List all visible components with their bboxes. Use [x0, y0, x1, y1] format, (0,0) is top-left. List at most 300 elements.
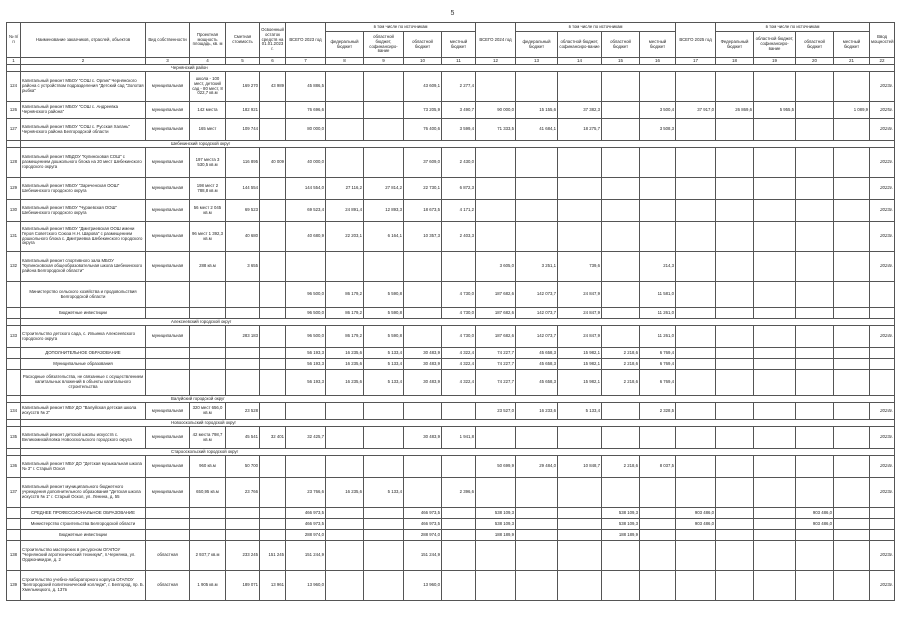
table-cell: 650,95 кв.м: [190, 478, 226, 508]
table-cell: 76 400,6: [404, 119, 442, 141]
table-cell: 109 744: [226, 119, 260, 141]
table-cell: 4 730,0: [442, 326, 476, 348]
table-cell: [226, 519, 260, 530]
commissioning-year-cell: 2023г.: [870, 541, 895, 571]
subtotal-row: [7, 308, 895, 319]
table-cell: 466 973,5: [286, 508, 326, 519]
table-cell: 96 мест 1 392,3 кв.м: [190, 222, 226, 252]
table-cell: 903 486,0: [796, 519, 834, 530]
table-cell: 56 мест 2 045 кв.м: [190, 200, 226, 222]
table-cell: 15 155,6: [516, 102, 558, 119]
table-cell: 126: [7, 102, 21, 119]
table-cell: [602, 119, 640, 141]
column-number: 12: [476, 58, 516, 65]
table-cell: [190, 348, 226, 359]
table-cell: [226, 308, 260, 319]
table-cell: [190, 370, 226, 396]
table-cell: [442, 530, 476, 541]
commissioning-year-cell: 2022г.: [870, 148, 895, 178]
table-cell: 5 133,4: [364, 359, 404, 370]
table-cell: [516, 519, 558, 530]
commissioning-year-cell: 2024г.: [870, 403, 895, 420]
table-cell: 132: [7, 252, 21, 282]
table-cell: [834, 403, 870, 420]
table-cell: [834, 456, 870, 478]
table-cell: 29 484,0: [516, 456, 558, 478]
table-cell: [754, 456, 796, 478]
table-cell: [226, 348, 260, 359]
table-cell: 5 133,4: [558, 403, 602, 420]
section-title: Валуйский городской округ: [21, 396, 895, 403]
table-cell: [558, 530, 602, 541]
table-cell: [558, 222, 602, 252]
table-cell: 45 886,5: [286, 72, 326, 102]
table-cell: [716, 478, 754, 508]
table-cell: [602, 541, 640, 571]
table-cell: [7, 308, 21, 319]
table-cell: [796, 427, 834, 449]
object-name-cell: ДОПОЛНИТЕЛЬНОЕ ОБРАЗОВАНИЕ: [21, 348, 146, 359]
table-cell: [602, 222, 640, 252]
table-cell: 538 109,3: [602, 519, 640, 530]
table-cell: 5 133,4: [364, 478, 404, 508]
table-cell: 3 490,7: [442, 102, 476, 119]
table-cell: [796, 403, 834, 420]
table-cell: [834, 72, 870, 102]
table-cell: [364, 456, 404, 478]
table-cell: 169 270: [226, 72, 260, 102]
column-number: 5: [226, 58, 260, 65]
table-cell: 11 581,0: [640, 282, 676, 308]
table-cell: [834, 119, 870, 141]
table-row: [7, 72, 895, 102]
section-row: [7, 319, 895, 326]
table-cell: [796, 308, 834, 319]
table-cell: [676, 541, 716, 571]
table-cell: 30 483,9: [404, 348, 442, 359]
table-cell: 13 961: [260, 571, 286, 601]
table-cell: [676, 403, 716, 420]
table-cell: [226, 370, 260, 396]
table-cell: 41 684,1: [516, 119, 558, 141]
table-cell: [602, 427, 640, 449]
table-cell: 8 037,5: [640, 456, 676, 478]
table-cell: [476, 427, 516, 449]
table-cell: [190, 530, 226, 541]
table-cell: 32 425,7: [286, 427, 326, 449]
table-cell: [602, 252, 640, 282]
table-cell: 2 218,6: [602, 359, 640, 370]
table-row: [7, 148, 895, 178]
table-cell: 2 218,6: [602, 348, 640, 359]
subtotal-row: [7, 508, 895, 519]
table-cell: 73 205,9: [404, 102, 442, 119]
table-cell: [640, 519, 676, 530]
table-cell: 24 891,4: [326, 200, 364, 222]
table-cell: [476, 72, 516, 102]
table-cell: [7, 370, 21, 396]
table-cell: [476, 178, 516, 200]
table-cell: [676, 222, 716, 252]
table-cell: 198 мест 2 788,8 кв.м: [190, 178, 226, 200]
table-cell: 15 982,1: [558, 348, 602, 359]
table-cell: [476, 222, 516, 252]
table-cell: 13 960,0: [404, 571, 442, 601]
table-cell: [364, 403, 404, 420]
table-cell: [640, 222, 676, 252]
table-cell: муниципальная: [146, 427, 190, 449]
subtotal-row: [7, 359, 895, 370]
table-cell: [796, 571, 834, 601]
table-cell: [286, 252, 326, 282]
table-cell: 13 960,0: [286, 571, 326, 601]
table-cell: 24 847,9: [558, 308, 602, 319]
commissioning-year-cell: 2024г.: [870, 456, 895, 478]
table-cell: [754, 252, 796, 282]
table-cell: 56 193,3: [286, 359, 326, 370]
table-cell: [7, 530, 21, 541]
table-cell: [754, 370, 796, 396]
table-cell: 214,3: [640, 252, 676, 282]
table-cell: 142 073,7: [516, 308, 558, 319]
table-cell: 24 847,9: [558, 282, 602, 308]
table-cell: 15 982,1: [558, 370, 602, 396]
object-name-cell: Капитальный ремонт МБОУ "СОШ с. Русская Халань" Чернянского района Белгородской области: [21, 119, 146, 141]
table-cell: [7, 359, 21, 370]
table-cell: 903 486,0: [796, 508, 834, 519]
table-cell: 18 275,7: [558, 119, 602, 141]
table-cell: 960 кв.м: [190, 456, 226, 478]
column-number: 10: [404, 58, 442, 65]
table-cell: 2 396,6: [442, 478, 476, 508]
table-cell: 1 905 кв.м: [190, 571, 226, 601]
header-cell: федеральный бюджет: [326, 32, 364, 58]
table-cell: [404, 282, 442, 308]
table-cell: муниципальная: [146, 222, 190, 252]
table-cell: 538 109,3: [476, 519, 516, 530]
table-cell: 22 203,1: [326, 222, 364, 252]
table-cell: [558, 571, 602, 601]
table-cell: [796, 326, 834, 348]
header-cell: Федеральный бюджет: [716, 32, 754, 58]
header-cell: областной бюджет, софинансиро-вание: [558, 32, 602, 58]
table-cell: 50 700: [226, 456, 260, 478]
commissioning-year-cell: 2023г.: [870, 478, 895, 508]
table-cell: 27 116,2: [326, 178, 364, 200]
table-cell: [640, 571, 676, 601]
table-cell: [602, 308, 640, 319]
table-cell: 142 места: [190, 102, 226, 119]
table-cell: [754, 72, 796, 102]
table-cell: [404, 478, 442, 508]
table-cell: [676, 478, 716, 508]
section-title: Шебекинский городской округ: [21, 141, 895, 148]
table-cell: 96 500,0: [286, 326, 326, 348]
table-cell: [754, 148, 796, 178]
table-cell: 135: [7, 427, 21, 449]
column-number: 16: [640, 58, 676, 65]
table-cell: [716, 326, 754, 348]
table-cell: [640, 200, 676, 222]
table-cell: [754, 478, 796, 508]
table-cell: [834, 222, 870, 252]
header-cell: Сметная стоимость: [226, 23, 260, 58]
table-cell: [260, 508, 286, 519]
table-cell: [834, 308, 870, 319]
table-cell: [602, 72, 640, 102]
table-cell: [190, 308, 226, 319]
table-cell: 2 218,6: [602, 370, 640, 396]
table-cell: 16 235,6: [326, 478, 364, 508]
table-cell: 129: [7, 178, 21, 200]
table-cell: [676, 200, 716, 222]
table-cell: [326, 403, 364, 420]
table-cell: 466 973,5: [404, 519, 442, 530]
table-row: [7, 200, 895, 222]
object-name-cell: Капитальный ремонт МБУ ДО "Детская музыкальная школа № 3" г. Старый Оскол: [21, 456, 146, 478]
table-cell: [7, 508, 21, 519]
table-cell: [754, 178, 796, 200]
table-cell: 16 235,6: [326, 370, 364, 396]
table-cell: 288 974,0: [404, 530, 442, 541]
table-cell: [326, 519, 364, 530]
table-cell: 187 682,6: [476, 282, 516, 308]
table-cell: [364, 519, 404, 530]
table-cell: [716, 200, 754, 222]
table-cell: 165 мест: [190, 119, 226, 141]
table-cell: 86 179,2: [326, 282, 364, 308]
column-number: 20: [796, 58, 834, 65]
section-row: [7, 141, 895, 148]
table-cell: [260, 348, 286, 359]
table-cell: муниципальная: [146, 326, 190, 348]
table-cell: муниципальная: [146, 72, 190, 102]
table-row: [7, 571, 895, 601]
commissioning-year-cell: 2022г.: [870, 178, 895, 200]
table-cell: [834, 200, 870, 222]
table-cell: [754, 222, 796, 252]
table-cell: 11 261,0: [640, 326, 676, 348]
table-cell: [404, 403, 442, 420]
table-cell: 23 527,0: [476, 403, 516, 420]
table-cell: [676, 148, 716, 178]
table-cell: [602, 148, 640, 178]
table-cell: [260, 282, 286, 308]
table-cell: 30 483,9: [404, 359, 442, 370]
table-cell: [516, 478, 558, 508]
table-cell: 5 955,5: [754, 102, 796, 119]
table-cell: [602, 571, 640, 601]
table-cell: [442, 571, 476, 601]
table-cell: 10 357,3: [404, 222, 442, 252]
column-number: 22: [870, 58, 895, 65]
table-cell: [7, 141, 21, 148]
table-cell: [834, 571, 870, 601]
table-cell: [754, 403, 796, 420]
table-cell: 86 179,2: [326, 326, 364, 348]
table-row: [7, 326, 895, 348]
table-cell: [260, 200, 286, 222]
table-cell: [716, 403, 754, 420]
table-cell: [326, 456, 364, 478]
table-cell: [190, 508, 226, 519]
table-cell: [286, 403, 326, 420]
table-cell: 45 658,3: [516, 370, 558, 396]
table-cell: [442, 519, 476, 530]
table-cell: 23 528: [226, 403, 260, 420]
table-cell: [796, 200, 834, 222]
table-cell: 10 848,7: [558, 456, 602, 478]
table-cell: [260, 102, 286, 119]
table-cell: 466 973,5: [286, 519, 326, 530]
table-cell: 12 893,3: [364, 200, 404, 222]
table-cell: [676, 370, 716, 396]
table-cell: 137: [7, 478, 21, 508]
table-cell: [796, 359, 834, 370]
table-cell: 96 500,0: [286, 282, 326, 308]
table-cell: муниципальная: [146, 403, 190, 420]
table-cell: 139: [7, 571, 21, 601]
table-cell: [260, 478, 286, 508]
object-name-cell: Капитальный ремонт муниципального бюджетного учреждения дополнительного образования "Детская школа искусств № 1" г. Старый Оскол, ул. Ленина, д. 55: [21, 478, 146, 508]
table-cell: [476, 541, 516, 571]
table-cell: [558, 72, 602, 102]
table-cell: 2 430,0: [442, 148, 476, 178]
table-cell: [7, 348, 21, 359]
table-cell: [404, 326, 442, 348]
header-group: в том числе по источникам: [326, 23, 476, 32]
header-cell: ВСЕГО 2023 год: [286, 23, 326, 58]
table-cell: 127: [7, 119, 21, 141]
page-number: 5: [450, 10, 455, 17]
header-cell: Ввод мощностей: [870, 23, 895, 58]
table-row: [7, 222, 895, 252]
table-cell: [476, 148, 516, 178]
column-number: 14: [558, 58, 602, 65]
table-cell: [676, 119, 716, 141]
table-cell: 6 769,4: [640, 359, 676, 370]
table-cell: 30 483,9: [404, 370, 442, 396]
table-cell: [326, 148, 364, 178]
table-cell: 197 места 3 530,5 кв.м: [190, 148, 226, 178]
table-cell: [7, 319, 21, 326]
table-row: [7, 252, 895, 282]
table-cell: 142 073,7: [516, 326, 558, 348]
table-cell: [716, 541, 754, 571]
table-cell: [442, 508, 476, 519]
table-cell: 136: [7, 456, 21, 478]
table-cell: 23 766,6: [286, 478, 326, 508]
table-body: [7, 65, 895, 601]
column-number: 6: [260, 58, 286, 65]
table-cell: [640, 427, 676, 449]
commissioning-year-cell: [870, 530, 895, 541]
table-cell: [558, 508, 602, 519]
column-number: 19: [754, 58, 796, 65]
table-cell: муниципальная: [146, 148, 190, 178]
table-cell: [404, 456, 442, 478]
table-cell: 90 000,0: [476, 102, 516, 119]
table-cell: 3 599,4: [442, 119, 476, 141]
header-group: в том числе по источникам: [516, 23, 676, 32]
table-cell: [190, 519, 226, 530]
table-cell: [834, 326, 870, 348]
table-cell: [260, 308, 286, 319]
table-cell: [834, 541, 870, 571]
table-cell: 40 680: [226, 222, 260, 252]
table-cell: [796, 530, 834, 541]
table-cell: 45 541: [226, 427, 260, 449]
commissioning-year-cell: [870, 348, 895, 359]
column-number: 21: [834, 58, 870, 65]
subtotal-row: [7, 282, 895, 308]
table-cell: [558, 200, 602, 222]
table-cell: 11 261,0: [640, 308, 676, 319]
table-cell: 5 590,8: [364, 308, 404, 319]
table-cell: [796, 119, 834, 141]
table-cell: [716, 72, 754, 102]
table-cell: 538 109,3: [602, 508, 640, 519]
table-cell: [516, 200, 558, 222]
section-row: [7, 65, 895, 72]
table-cell: 283 183: [226, 326, 260, 348]
table-cell: 151 245: [260, 541, 286, 571]
header-cell: ВСЕГО 2024 год: [476, 23, 516, 58]
table-cell: областная: [146, 571, 190, 601]
table-cell: [7, 449, 21, 456]
commissioning-year-cell: [870, 508, 895, 519]
table-cell: 56 193,3: [286, 348, 326, 359]
table-cell: [326, 508, 364, 519]
object-name-cell: Капитальный ремонт спортивного зала МБОУ "Купинсковская общеобразовательная школа Шебекинского района Белгородской области": [21, 252, 146, 282]
commissioning-year-cell: [870, 370, 895, 396]
table-cell: [754, 119, 796, 141]
table-cell: 2 328,5: [640, 403, 676, 420]
table-cell: 144 554: [226, 178, 260, 200]
table-cell: [796, 456, 834, 478]
table-cell: [442, 252, 476, 282]
table-cell: 142 073,7: [516, 282, 558, 308]
table-cell: [476, 200, 516, 222]
table-cell: [364, 72, 404, 102]
table-cell: 32 401: [260, 427, 286, 449]
table-cell: [364, 508, 404, 519]
table-cell: 71 333,5: [476, 119, 516, 141]
table-cell: 37 609,0: [404, 148, 442, 178]
table-cell: 151 244,9: [286, 541, 326, 571]
table-cell: [7, 519, 21, 530]
table-cell: 187 682,6: [476, 308, 516, 319]
table-cell: 37 917,0: [676, 102, 716, 119]
table-cell: [260, 530, 286, 541]
table-cell: [676, 178, 716, 200]
table-cell: [716, 519, 754, 530]
table-cell: [146, 508, 190, 519]
commissioning-year-cell: 2024г.: [870, 252, 895, 282]
table-cell: [796, 348, 834, 359]
commissioning-year-cell: 2023г.: [870, 571, 895, 601]
table-cell: 74 227,7: [476, 370, 516, 396]
header-cell: Вид собственности: [146, 23, 190, 58]
table-row: [7, 541, 895, 571]
table-cell: [754, 427, 796, 449]
table-cell: [716, 456, 754, 478]
table-cell: [146, 282, 190, 308]
object-name-cell: Строительство учебно-лабораторного корпуса ОГАПОУ "Белгородский политехнический колледж", г. Белгород, пр. Б. Хмельницкого, д. 137в: [21, 571, 146, 601]
table-cell: [226, 282, 260, 308]
table-cell: [676, 530, 716, 541]
table-cell: [796, 222, 834, 252]
